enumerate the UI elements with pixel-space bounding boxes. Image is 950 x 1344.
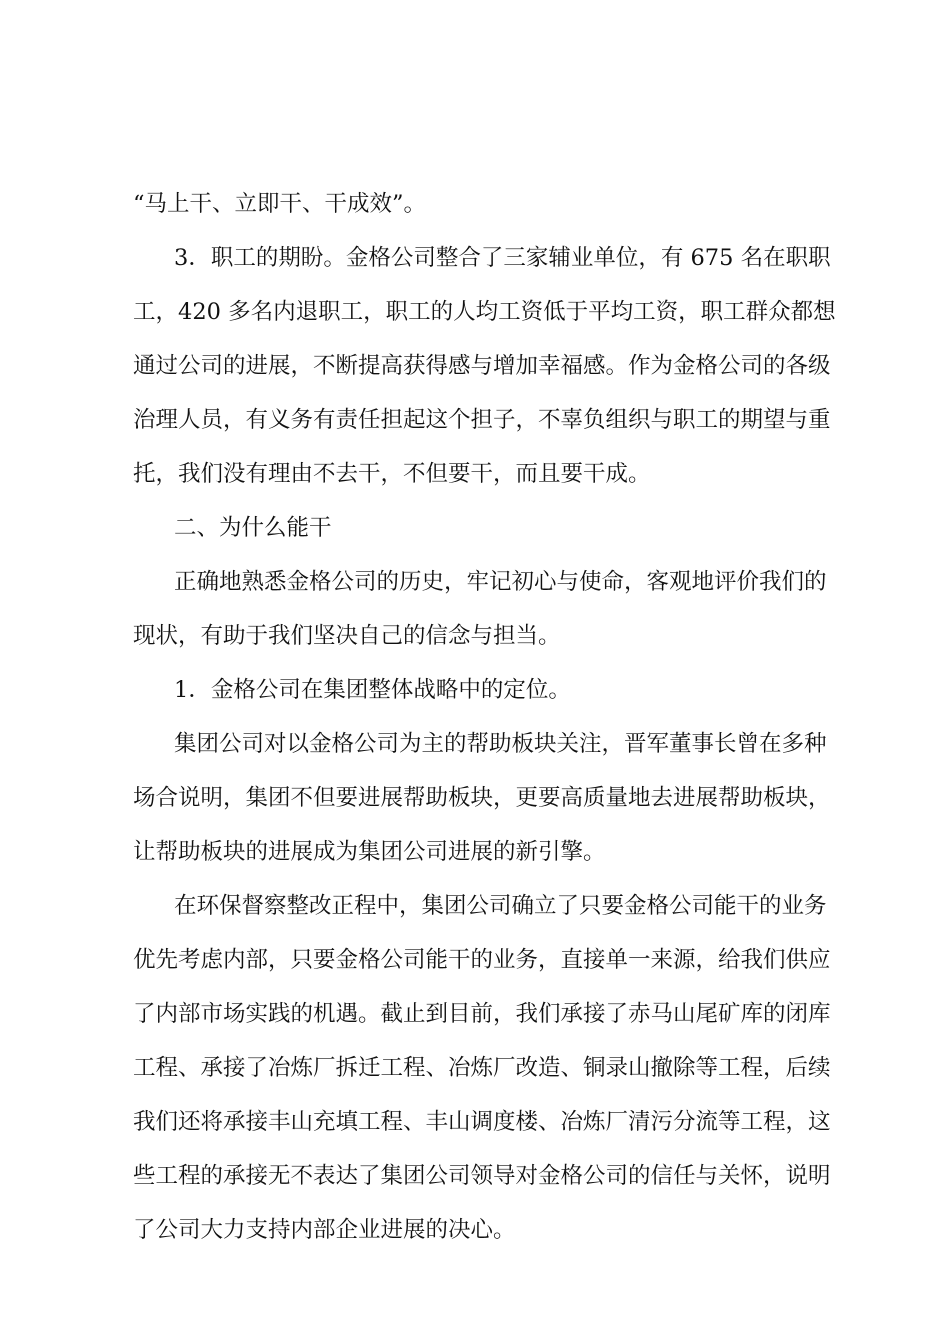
text-line: 工，420 多名内退职工，职工的人均工资低于平均工资，职工群众都想	[133, 299, 836, 325]
text-line: 治理人员，有义务有责任担起这个担子，不辜负组织与职工的期望与重	[133, 407, 831, 433]
text-line: 通过公司的进展，不断提高获得感与增加幸福感。作为金格公司的各级	[133, 353, 831, 379]
text-line: 集团公司对以金格公司为主的帮助板块关注，晋军董事长曾在多种	[174, 731, 827, 757]
text-line: 让帮助板块的进展成为集团公司进展的新引擎。	[133, 839, 606, 865]
text-line: 在环保督察整改正程中，集团公司确立了只要金格公司能干的业务	[174, 893, 827, 919]
text-line: 优先考虑内部，只要金格公司能干的业务，直接单一来源，给我们供应	[133, 947, 831, 973]
text-line: 正确地熟悉金格公司的历史，牢记初心与使命，客观地评价我们的	[174, 569, 827, 595]
text-line: 场合说明，集团不但要进展帮助板块，更要高质量地去进展帮助板块，	[133, 785, 831, 811]
text-line: 些工程的承接无不表达了集团公司领导对金格公司的信任与关怀，说明	[133, 1163, 831, 1189]
section-heading: 二、为什么能干	[174, 515, 332, 541]
text-line: 我们还将承接丰山充填工程、丰山调度楼、冶炼厂清污分流等工程，这	[133, 1109, 831, 1135]
text-line: 托，我们没有理由不去干，不但要干，而且要干成。	[133, 461, 651, 487]
text-line: 了内部市场实践的机遇。截止到目前，我们承接了赤马山尾矿库的闭库	[133, 1001, 831, 1027]
text-line: “马上干、立即干、干成效”。	[133, 191, 427, 217]
text-line: 3．职工的期盼。金格公司整合了三家辅业单位，有 675 名在职职	[174, 245, 831, 271]
text-line: 工程、承接了冶炼厂拆迁工程、冶炼厂改造、铜录山撤除等工程，后续	[133, 1055, 831, 1081]
text-line: 现状，有助于我们坚决自己的信念与担当。	[133, 623, 561, 649]
text-line: 了公司大力支持内部企业进展的决心。	[133, 1217, 516, 1243]
subsection-heading: 1．金格公司在集团整体战略中的定位。	[174, 677, 571, 703]
